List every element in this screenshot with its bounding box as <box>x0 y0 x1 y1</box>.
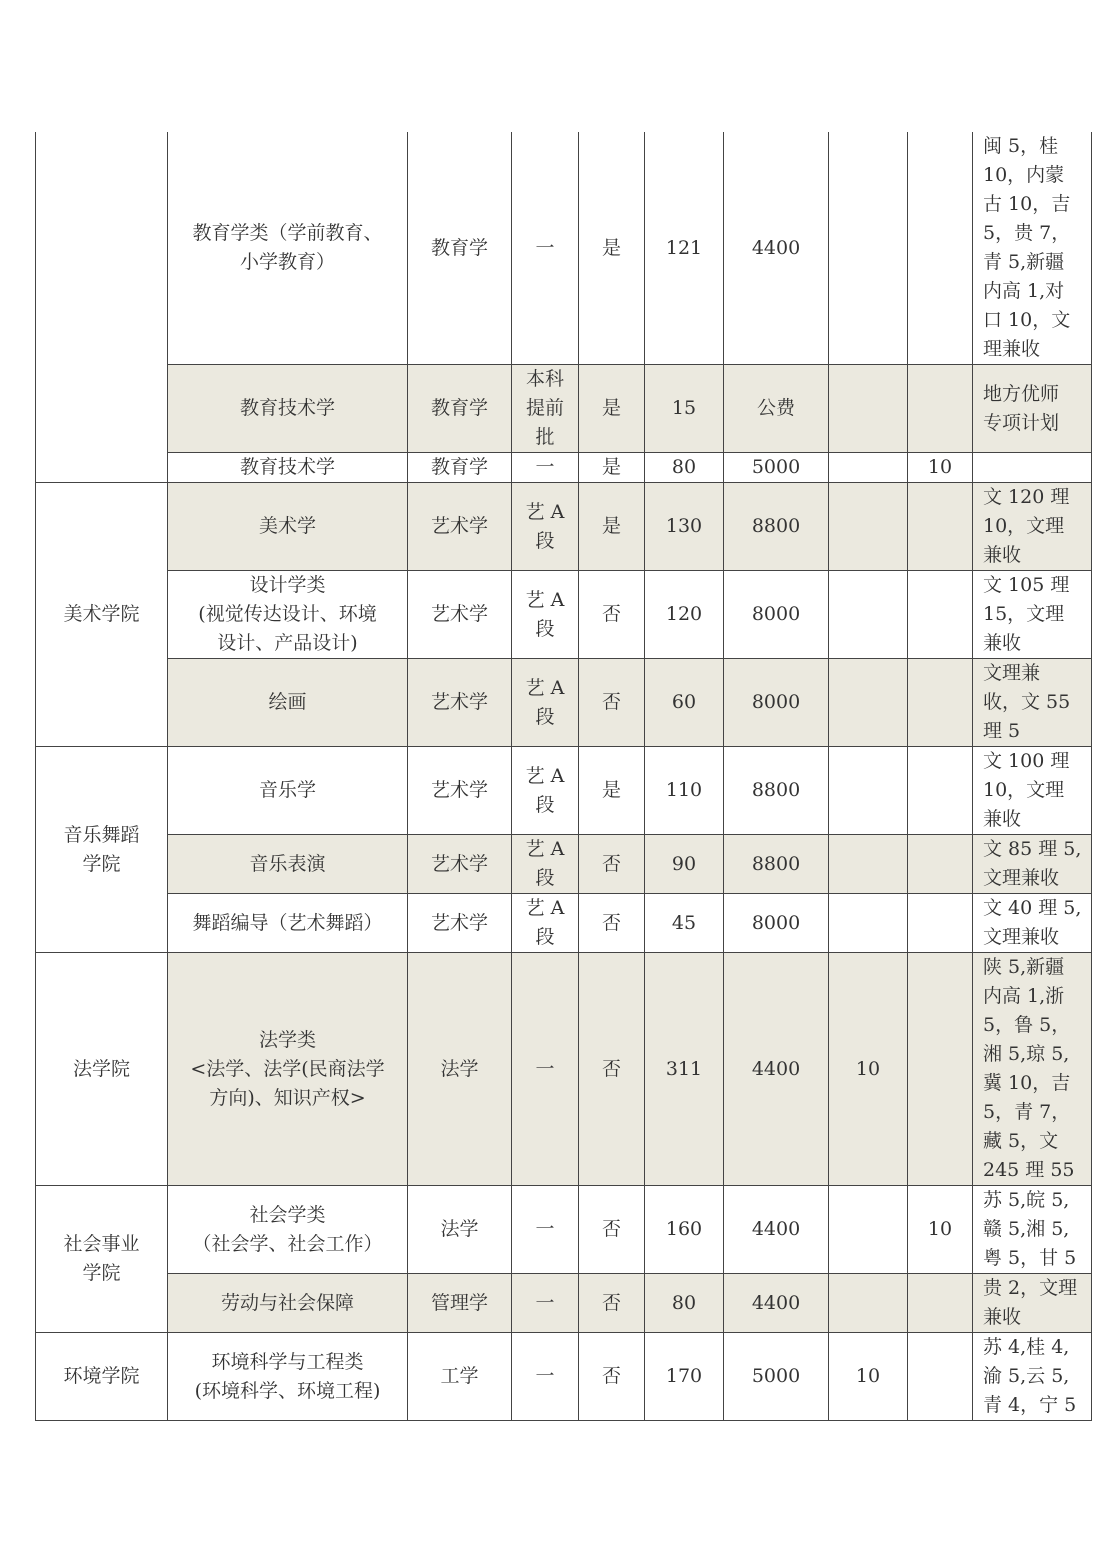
c8-cell <box>908 1274 973 1333</box>
note-cell: 文 85 理 5, 文理兼收 <box>973 835 1092 894</box>
major-cell: 设计学类 (视觉传达设计、环境 设计、产品设计) <box>168 571 408 659</box>
flag-cell: 是 <box>579 453 645 483</box>
flag-cell: 否 <box>579 1186 645 1274</box>
fee-cell: 4400 <box>724 132 829 365</box>
c8-cell: 10 <box>908 453 973 483</box>
flag-cell: 否 <box>579 835 645 894</box>
note-cell: 贵 2，文理 兼收 <box>973 1274 1092 1333</box>
fee-cell: 4400 <box>724 953 829 1186</box>
count-cell: 45 <box>645 894 724 953</box>
fee-cell: 8800 <box>724 747 829 835</box>
major-cell: 社会学类 （社会学、社会工作） <box>168 1186 408 1274</box>
c7-cell <box>829 453 908 483</box>
discipline-cell: 工学 <box>408 1333 512 1421</box>
c7-cell <box>829 659 908 747</box>
note-cell: 陕 5,新疆 内高 1,浙 5，鲁 5， 湘 5,琼 5, 冀 10，吉 5，青 7， 藏 5，文 245 理 55 <box>973 953 1092 1186</box>
discipline-cell: 艺术学 <box>408 659 512 747</box>
flag-cell: 是 <box>579 365 645 453</box>
college-cell: 社会事业 学院 <box>36 1186 168 1333</box>
major-cell: 绘画 <box>168 659 408 747</box>
flag-cell: 否 <box>579 1333 645 1421</box>
note-cell: 地方优师 专项计划 <box>973 365 1092 453</box>
batch-cell: 艺 A 段 <box>512 571 579 659</box>
major-cell: 教育技术学 <box>168 453 408 483</box>
c8-cell <box>908 953 973 1186</box>
major-cell: 美术学 <box>168 483 408 571</box>
table-row <box>36 1274 1092 1333</box>
discipline-cell: 艺术学 <box>408 483 512 571</box>
discipline-cell: 教育学 <box>408 365 512 453</box>
major-cell: 劳动与社会保障 <box>168 1274 408 1333</box>
c7-cell <box>829 483 908 571</box>
batch-cell: 艺 A 段 <box>512 659 579 747</box>
note-cell: 文 100 理 10，文理 兼收 <box>973 747 1092 835</box>
table-row <box>36 1186 1092 1274</box>
c7-cell <box>829 132 908 365</box>
fee-cell: 8000 <box>724 659 829 747</box>
c8-cell <box>908 894 973 953</box>
c7-cell <box>829 1186 908 1274</box>
batch-cell: 一 <box>512 453 579 483</box>
batch-cell: 一 <box>512 1333 579 1421</box>
college-cell: 法学院 <box>36 953 168 1186</box>
fee-cell: 5000 <box>724 453 829 483</box>
table-row <box>36 1333 1092 1421</box>
discipline-cell: 艺术学 <box>408 747 512 835</box>
discipline-cell: 法学 <box>408 953 512 1186</box>
fee-cell: 8800 <box>724 483 829 571</box>
flag-cell: 是 <box>579 483 645 571</box>
note-cell: 文理兼 收，文 55 理 5 <box>973 659 1092 747</box>
c7-cell <box>829 1274 908 1333</box>
table-row <box>36 894 1092 953</box>
c8-cell <box>908 1333 973 1421</box>
c7-cell: 10 <box>829 1333 908 1421</box>
count-cell: 15 <box>645 365 724 453</box>
count-cell: 121 <box>645 132 724 365</box>
fee-cell: 公费 <box>724 365 829 453</box>
table-row <box>36 365 1092 453</box>
flag-cell: 否 <box>579 953 645 1186</box>
table-row <box>36 659 1092 747</box>
table-row <box>36 747 1092 835</box>
batch-cell: 艺 A 段 <box>512 894 579 953</box>
c8-cell <box>908 483 973 571</box>
major-cell: 教育技术学 <box>168 365 408 453</box>
note-cell <box>973 453 1092 483</box>
note-cell: 闽 5，桂 10，内蒙 古 10，吉 5，贵 7， 青 5,新疆 内高 1,对 口 10，文 理兼收 <box>973 132 1092 365</box>
table-row <box>36 483 1092 571</box>
c8-cell <box>908 659 973 747</box>
note-cell: 苏 4,桂 4, 渝 5,云 5, 青 4，宁 5 <box>973 1333 1092 1421</box>
discipline-cell: 教育学 <box>408 132 512 365</box>
c8-cell <box>908 571 973 659</box>
fee-cell: 8000 <box>724 571 829 659</box>
note-cell: 文 40 理 5, 文理兼收 <box>973 894 1092 953</box>
batch-cell: 一 <box>512 1186 579 1274</box>
count-cell: 90 <box>645 835 724 894</box>
note-cell: 苏 5,皖 5, 赣 5,湘 5, 粤 5，甘 5 <box>973 1186 1092 1274</box>
table-row <box>36 453 1092 483</box>
batch-cell: 艺 A 段 <box>512 747 579 835</box>
table-row <box>36 835 1092 894</box>
fee-cell: 4400 <box>724 1186 829 1274</box>
c8-cell <box>908 132 973 365</box>
major-cell: 舞蹈编导（艺术舞蹈） <box>168 894 408 953</box>
discipline-cell: 教育学 <box>408 453 512 483</box>
c7-cell <box>829 747 908 835</box>
count-cell: 311 <box>645 953 724 1186</box>
c7-cell <box>829 365 908 453</box>
discipline-cell: 艺术学 <box>408 894 512 953</box>
c8-cell <box>908 747 973 835</box>
count-cell: 130 <box>645 483 724 571</box>
fee-cell: 8000 <box>724 894 829 953</box>
count-cell: 110 <box>645 747 724 835</box>
c8-cell <box>908 365 973 453</box>
count-cell: 60 <box>645 659 724 747</box>
count-cell: 160 <box>645 1186 724 1274</box>
c7-cell <box>829 894 908 953</box>
discipline-cell: 艺术学 <box>408 571 512 659</box>
flag-cell: 否 <box>579 571 645 659</box>
discipline-cell: 艺术学 <box>408 835 512 894</box>
c7-cell <box>829 571 908 659</box>
c8-cell: 10 <box>908 1186 973 1274</box>
college-cell: 环境学院 <box>36 1333 168 1421</box>
flag-cell: 是 <box>579 747 645 835</box>
batch-cell: 本科 提前 批 <box>512 365 579 453</box>
count-cell: 80 <box>645 1274 724 1333</box>
major-cell: 音乐表演 <box>168 835 408 894</box>
count-cell: 170 <box>645 1333 724 1421</box>
fee-cell: 8800 <box>724 835 829 894</box>
flag-cell: 是 <box>579 132 645 365</box>
c7-cell <box>829 835 908 894</box>
flag-cell: 否 <box>579 1274 645 1333</box>
table-row <box>36 132 1092 365</box>
batch-cell: 一 <box>512 132 579 365</box>
discipline-cell: 管理学 <box>408 1274 512 1333</box>
enrollment-plan-table <box>35 132 1092 1421</box>
batch-cell: 艺 A 段 <box>512 483 579 571</box>
discipline-cell: 法学 <box>408 1186 512 1274</box>
batch-cell: 一 <box>512 1274 579 1333</box>
major-cell: 教育学类（学前教育、 小学教育） <box>168 132 408 365</box>
table-row <box>36 953 1092 1186</box>
count-cell: 120 <box>645 571 724 659</box>
fee-cell: 5000 <box>724 1333 829 1421</box>
college-cell <box>36 132 168 483</box>
major-cell: 音乐学 <box>168 747 408 835</box>
note-cell: 文 105 理 15，文理 兼收 <box>973 571 1092 659</box>
batch-cell: 一 <box>512 953 579 1186</box>
table-row <box>36 571 1092 659</box>
fee-cell: 4400 <box>724 1274 829 1333</box>
c8-cell <box>908 835 973 894</box>
college-cell: 美术学院 <box>36 483 168 747</box>
major-cell: 环境科学与工程类 (环境科学、环境工程) <box>168 1333 408 1421</box>
note-cell: 文 120 理 10，文理 兼收 <box>973 483 1092 571</box>
count-cell: 80 <box>645 453 724 483</box>
batch-cell: 艺 A 段 <box>512 835 579 894</box>
flag-cell: 否 <box>579 894 645 953</box>
college-cell: 音乐舞蹈 学院 <box>36 747 168 953</box>
c7-cell: 10 <box>829 953 908 1186</box>
major-cell: 法学类 <法学、法学(民商法学 方向)、知识产权> <box>168 953 408 1186</box>
flag-cell: 否 <box>579 659 645 747</box>
